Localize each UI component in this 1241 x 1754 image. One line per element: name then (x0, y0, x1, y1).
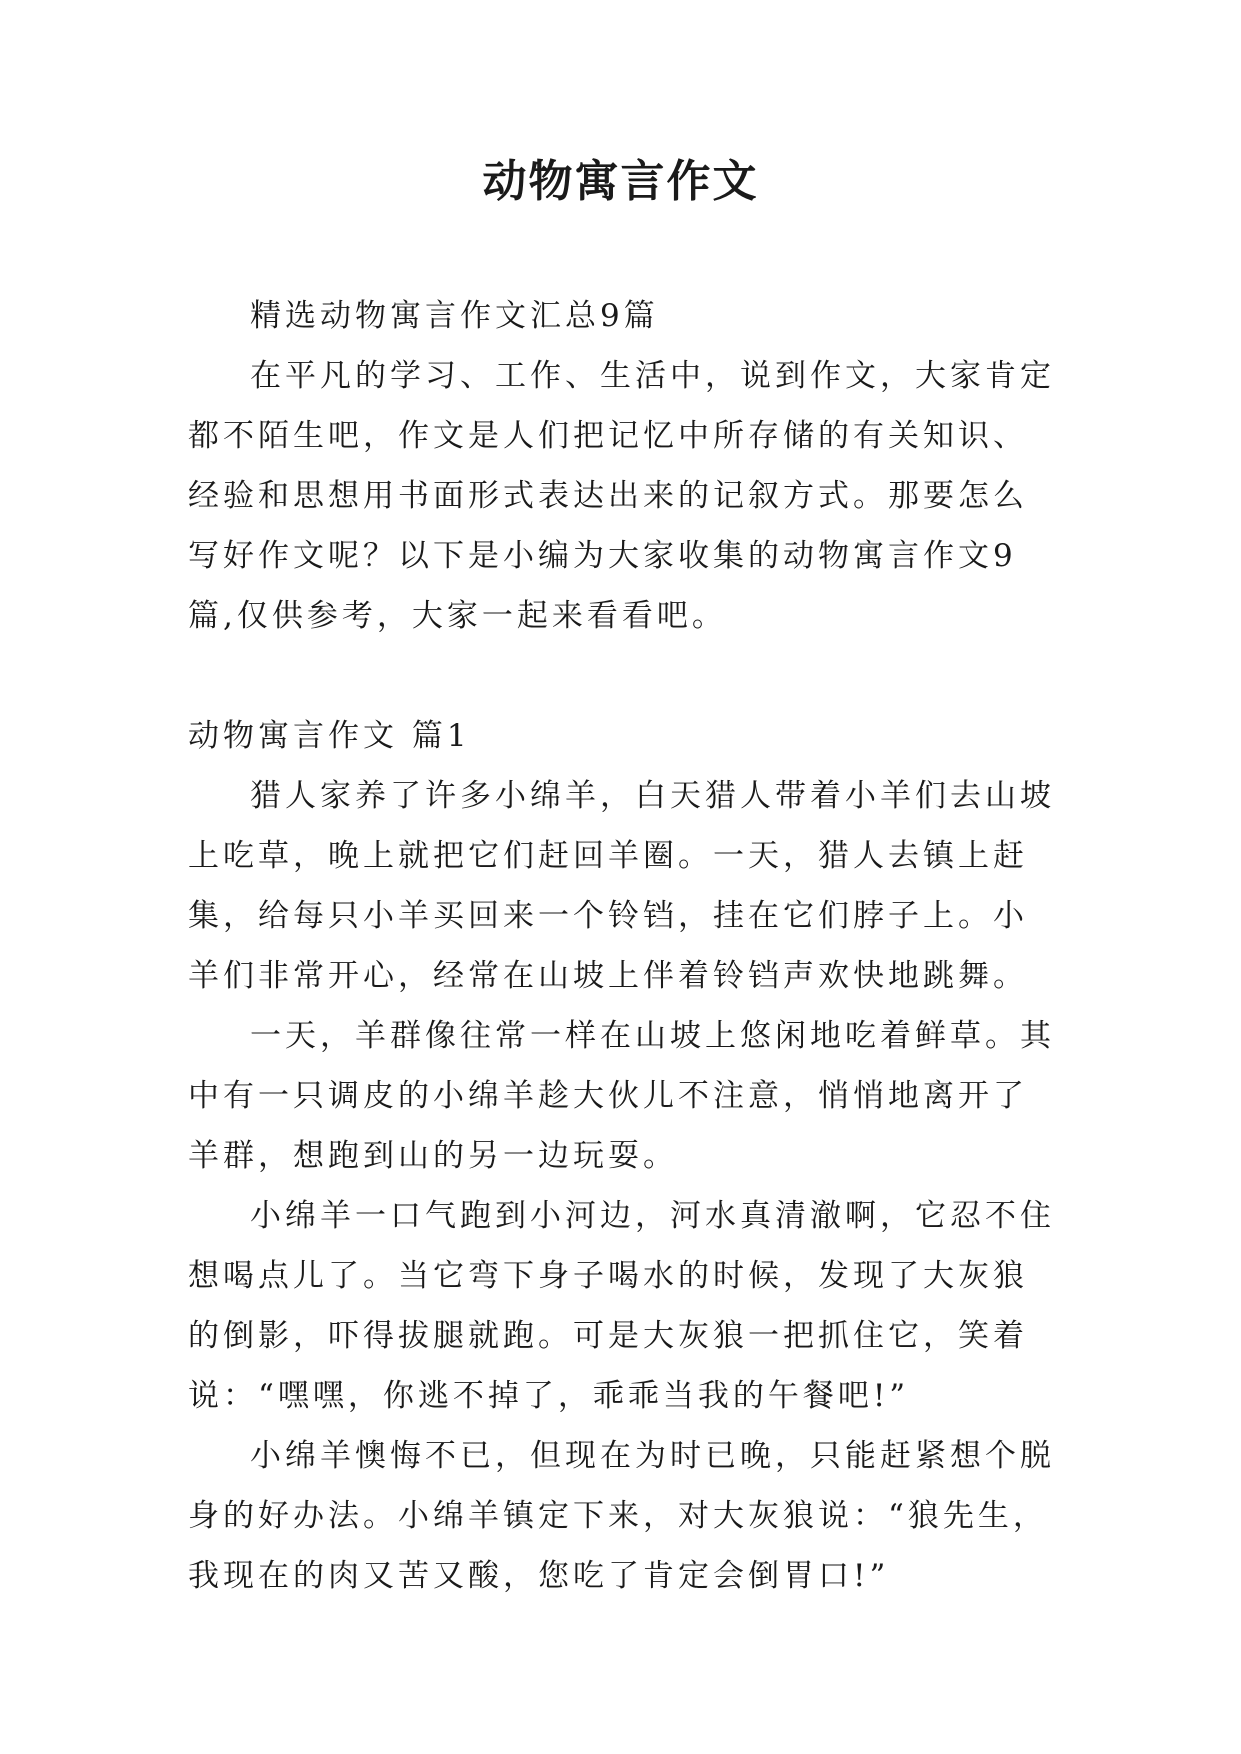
body-paragraph-2: 一天，羊群像往常一样在山坡上悠闲地吃着鲜草。其中有一只调皮的小绵羊趁大伙儿不注意，悄悄地离开了羊群，想跑到山的另一边玩耍。 (188, 1018, 1055, 1174)
document-body (188, 286, 1058, 1606)
body-paragraph-1: 猎人家养了许多小绵羊，白天猎人带着小羊们去山坡上吃草，晚上就把它们赶回羊圈。一天，猎人去镇上赶集，给每只小羊买回来一个铃铛，挂在它们脖子上。小羊们非常开心，经常在山坡上伴着铃铛声欢快地跳舞。 (188, 778, 1055, 994)
section-heading: 动物寓言作文 篇1 (188, 718, 471, 754)
body-paragraph-3: 小绵羊一口气跑到小河边，河水真清澈啊，它忍不住想喝点儿了。当它弯下身子喝水的时候，发现了大灰狼的倒影，吓得拔腿就跑。可是大灰狼一把抓住它，笑着说：“嘿嘿，你逃不掉了，乖乖当我的午餐吧!” (188, 1198, 1055, 1414)
intro-paragraph: 在平凡的学习、工作、生活中，说到作文，大家肯定都不陌生吧，作文是人们把记忆中所存储的有关知识、经验和思想用书面形式表达出来的记叙方式。那要怎么写好作文呢？以下是小编为大家收集的动物寓言作文9篇,仅供参考，大家一起来看看吧。 (188, 358, 1055, 634)
document-subtitle: 精选动物寓言作文汇总9篇 (250, 298, 659, 334)
body-paragraph-4: 小绵羊懊悔不已，但现在为时已晚，只能赶紧想个脱身的好办法。小绵羊镇定下来，对大灰狼说：“狼先生，我现在的肉又苦又酸，您吃了肯定会倒胃口!” (188, 1438, 1055, 1594)
document-title: 动物寓言作文 (482, 156, 759, 207)
